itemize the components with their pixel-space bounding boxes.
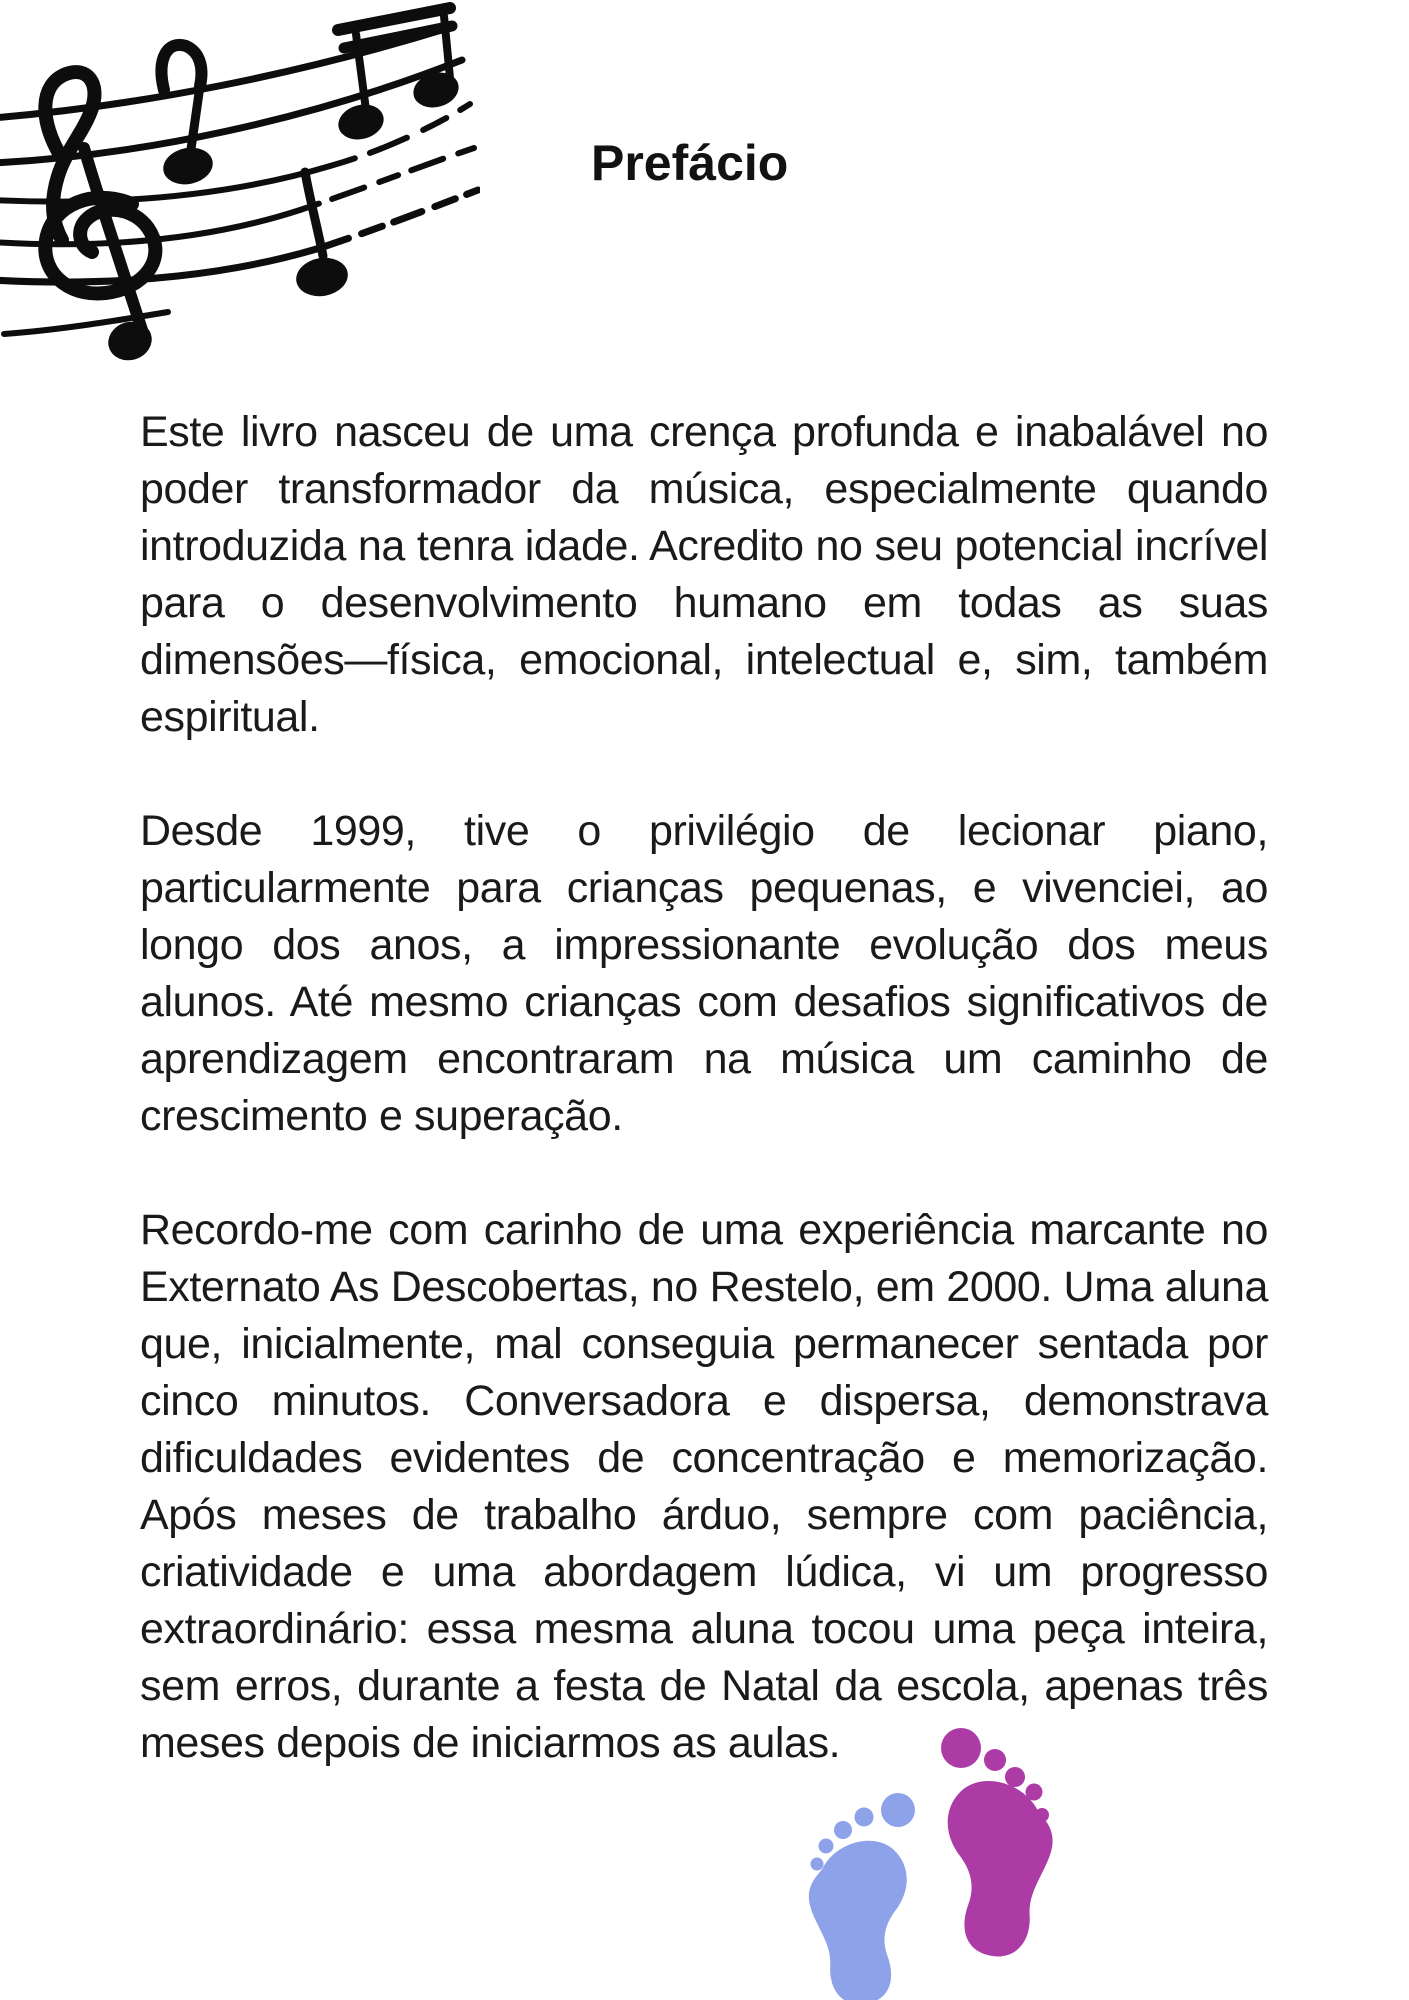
baby-footprints-icon: [780, 1710, 1070, 2000]
music-notes-illustration: [0, 0, 480, 380]
preface-body: [140, 404, 1268, 1772]
footprint-left: [798, 1793, 935, 2000]
footprint-right: [918, 1728, 1065, 1964]
page-title: Prefácio: [591, 135, 789, 191]
preface-paragraph: Desde 1999, tive o privilégio de lecionar piano, particularmente para crianças pequenas, e vivenciei, ao longo dos anos, a impressionante evolução dos meus alunos. Até mesmo crianças com desafios significativos de aprendizagem encontraram na música um caminho de crescimento e superação.: [140, 807, 1268, 1140]
eighth-note-icon: [160, 45, 216, 189]
beamed-notes-icon: [334, 8, 462, 144]
preface-paragraph: Este livro nasceu de uma crença profunda e inabalável no poder transformador da música, especialmente quando introduzida na tenra idade. Acredito no seu potencial incrível para o desenvolvimento humano em todas as suas dimensões—física, emocional, intelectual e, sim, também espiritual.: [140, 408, 1268, 741]
quarter-note-icon: [293, 172, 351, 300]
preface-paragraph: Recordo-me com carinho de uma experiência marcante no Externato As Descobertas, no Restelo, em 2000. Uma aluna que, inicialmente, mal conseguia permanecer sentada por cinco minutos. Conversadora e dispersa, demonstrava dificuldades evidentes de concentração e memorização. Após meses de trabalho árduo, sempre com paciência, criatividade e uma abordagem lúdica, vi um progresso extraordinário: essa mesma aluna tocou uma peça inteira, sem erros, durante a festa de Natal da escola, apenas três meses depois de iniciarmos as aulas.: [140, 1206, 1268, 1767]
